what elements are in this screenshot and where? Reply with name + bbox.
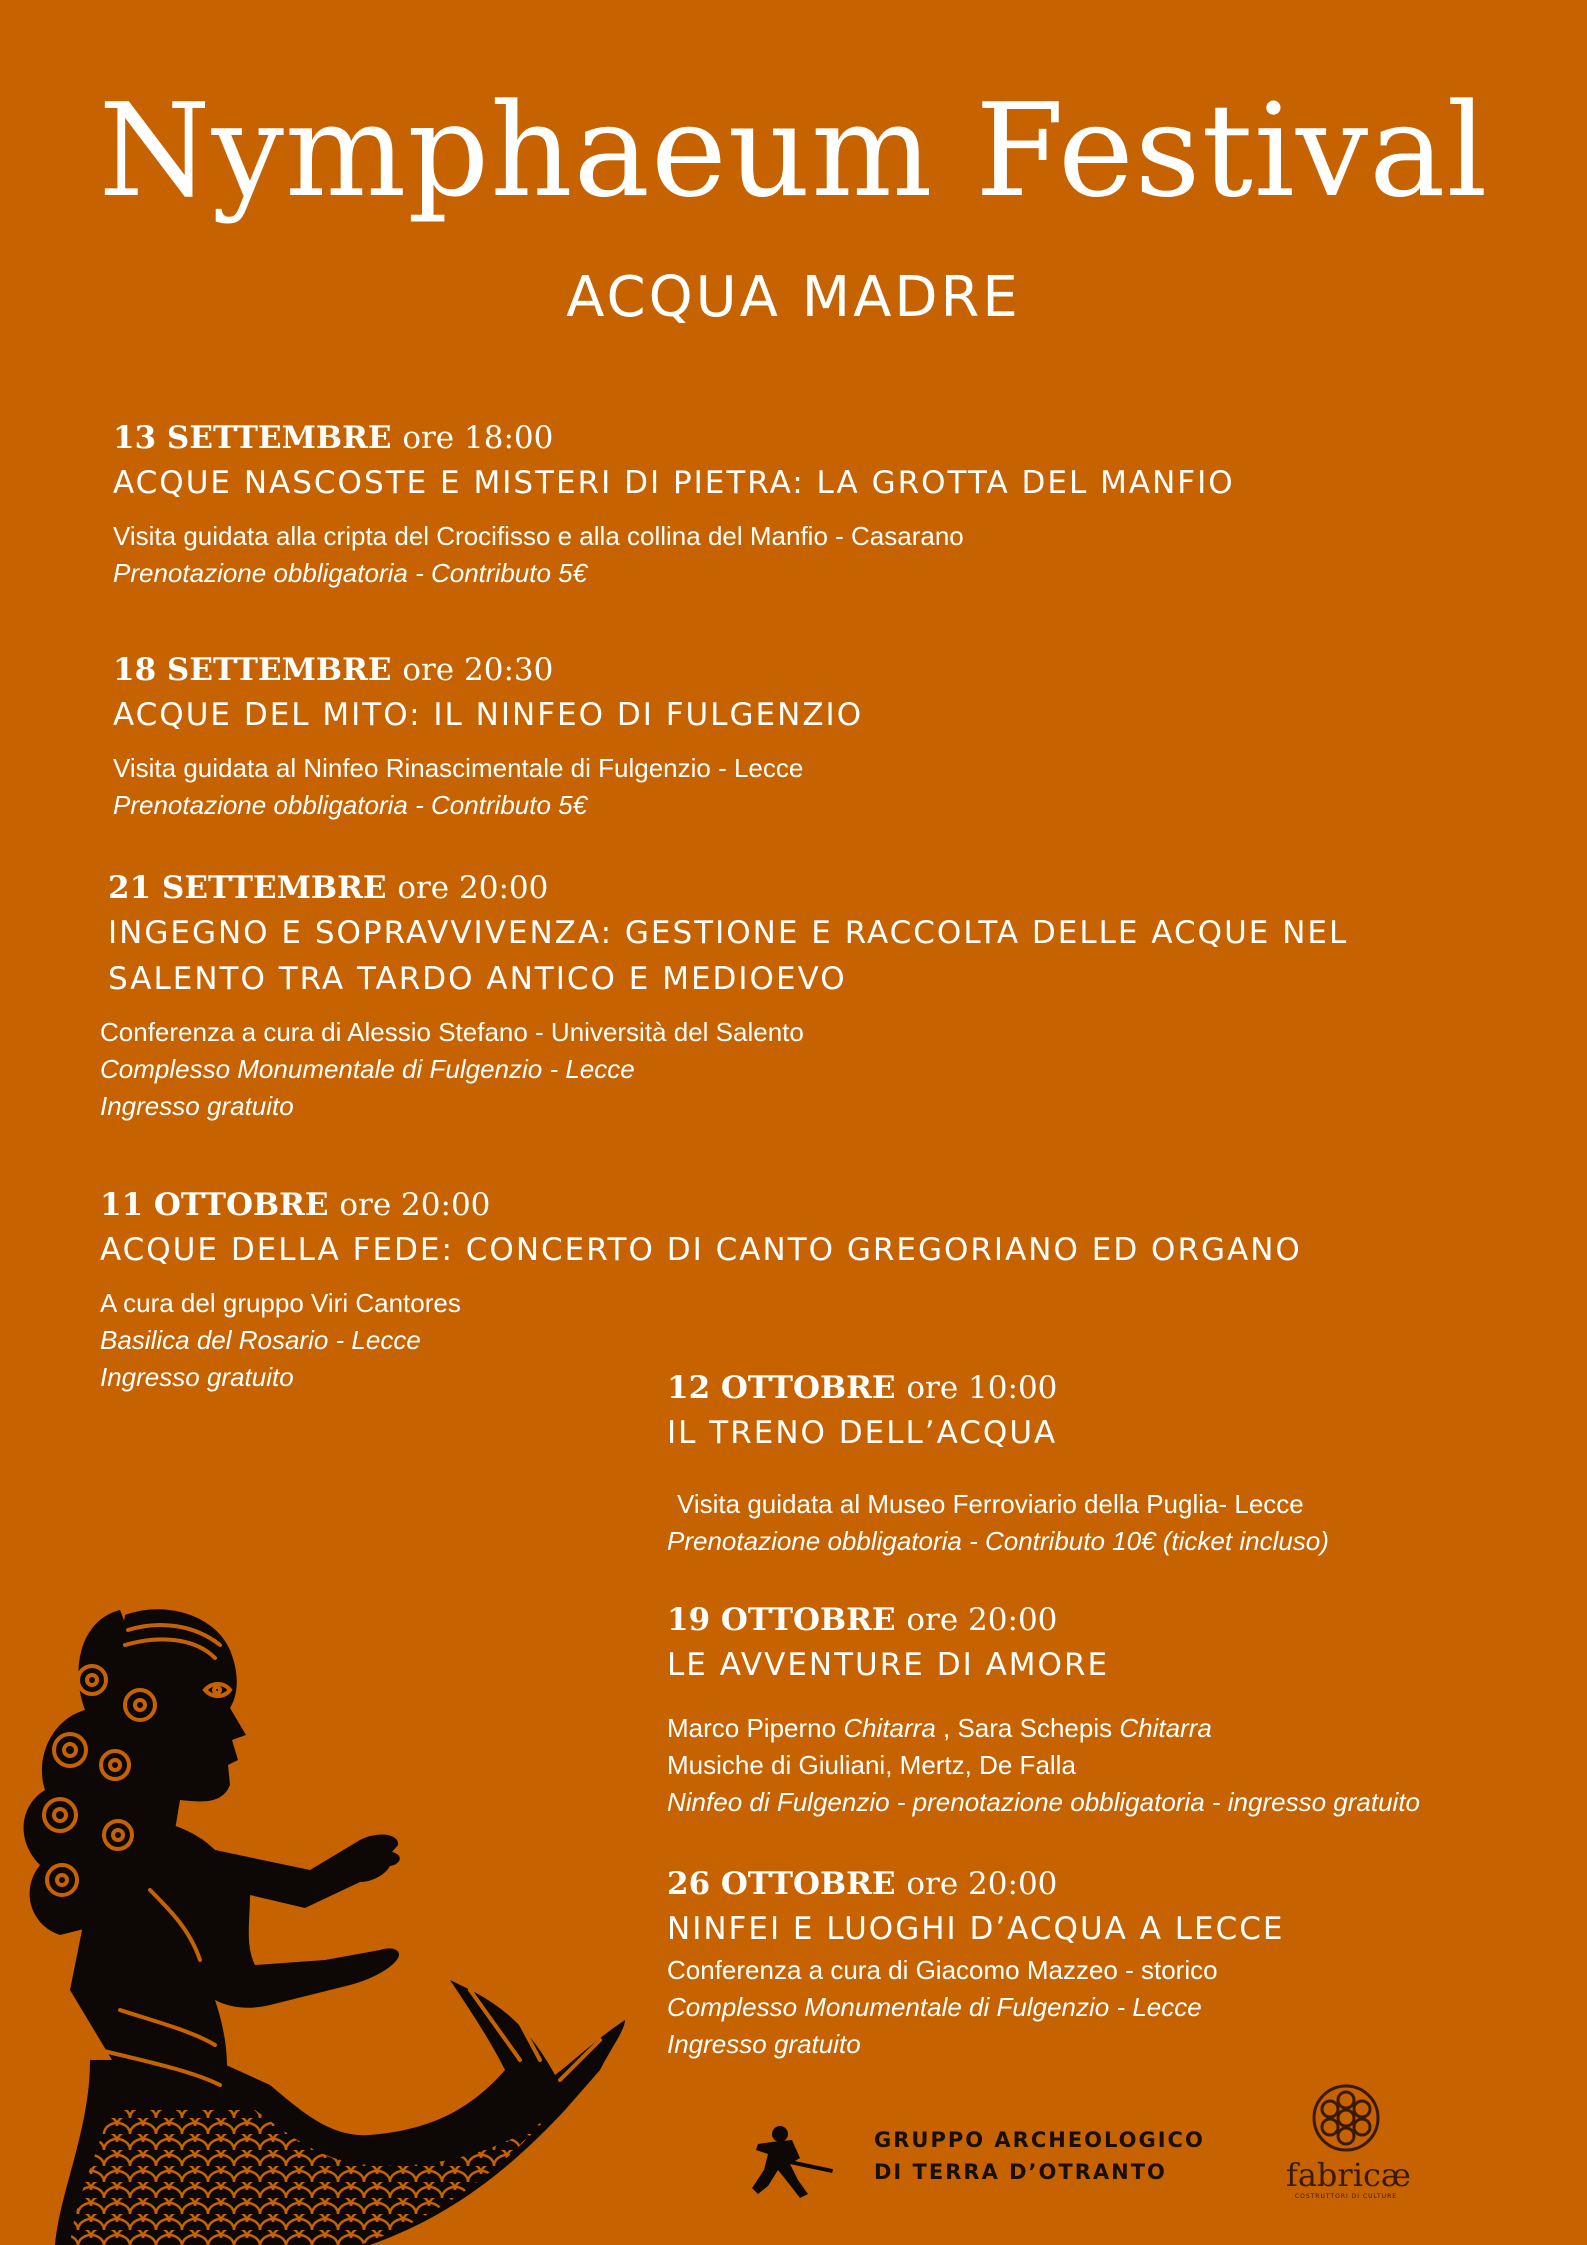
performer-name: Marco Piperno (667, 1713, 837, 1743)
event-booking: Prenotazione obbligatoria - Contributo 5€ (113, 558, 588, 588)
event-time: ore 20:00 (397, 870, 549, 906)
performer-instrument: Chitarra (843, 1713, 936, 1743)
performer-name: Sara Schepis (957, 1713, 1113, 1743)
performer-instrument: Chitarra (1119, 1713, 1212, 1743)
event-time: ore 20:30 (402, 652, 554, 688)
event-title: LE AVVENTURE DI AMORE (667, 1647, 1110, 1683)
performer-separator: , (935, 1713, 958, 1743)
event-date: 19 OTTOBRE (667, 1602, 896, 1638)
organization-line-2: DI TERRA D’OTRANTO (874, 2160, 1167, 2184)
event-19-ottobre (667, 1598, 1420, 1821)
event-26-ottobre (667, 1862, 1285, 2063)
event-datetime (667, 1862, 1285, 1906)
event-entry: Ingresso gratuito (667, 2029, 861, 2059)
partner-name: fabricæ (1286, 2156, 1411, 2194)
event-date: 13 SETTEMBRE (113, 420, 392, 456)
event-title: ACQUE NASCOSTE E MISTERI DI PIETRA: LA GROTTA DEL MANFIO (113, 465, 1235, 501)
event-datetime (108, 866, 1348, 910)
event-date: 21 SETTEMBRE (108, 870, 387, 906)
event-title: ACQUE DELLA FEDE: CONCERTO DI CANTO GREGORIANO ED ORGANO (100, 1232, 1302, 1268)
event-time: ore 18:00 (402, 420, 554, 456)
event-title-line-2: SALENTO TRA TARDO ANTICO E MEDIOEVO (108, 961, 847, 997)
event-18-settembre (113, 648, 863, 824)
partner-logo (1286, 2083, 1411, 2200)
event-title: NINFEI E LUOGHI D’ACQUA A LECCE (667, 1911, 1285, 1947)
mermaid-illustration (0, 1590, 640, 2245)
event-description: Visita guidata al Museo Ferroviario della Puglia- Lecce (677, 1489, 1304, 1519)
event-time: ore 20:00 (339, 1187, 491, 1223)
event-venue: Ninfeo di Fulgenzio - prenotazione obbligatoria - ingresso gratuito (667, 1787, 1420, 1817)
event-venue: Complesso Monumentale di Fulgenzio - Lecce (100, 1054, 635, 1084)
event-datetime (100, 1183, 1302, 1227)
event-date: 12 OTTOBRE (667, 1370, 896, 1406)
event-booking: Prenotazione obbligatoria - Contributo 10€ (ticket incluso) (667, 1526, 1329, 1556)
event-entry: Ingresso gratuito (100, 1091, 294, 1121)
event-booking: Prenotazione obbligatoria - Contributo 5€ (113, 790, 588, 820)
event-datetime (667, 1366, 1329, 1410)
event-program: Musiche di Giuliani, Mertz, De Falla (667, 1750, 1076, 1780)
event-performers (667, 1710, 1420, 1747)
event-12-ottobre (667, 1366, 1329, 1560)
event-time: ore 20:00 (906, 1602, 1058, 1638)
event-title-line-1: INGEGNO E SOPRAVVIVENZA: GESTIONE E RACCOLTA DELLE ACQUE NEL (108, 915, 1349, 951)
event-title: IL TRENO DELL’ACQUA (667, 1415, 1058, 1451)
event-datetime (113, 416, 1235, 460)
event-21-settembre (100, 866, 1349, 1125)
event-title: ACQUE DEL MITO: IL NINFEO DI FULGENZIO (113, 697, 864, 733)
organization-line-1: GRUPPO ARCHEOLOGICO (874, 2128, 1205, 2152)
event-description: Conferenza a cura di Alessio Stefano - Università del Salento (100, 1017, 804, 1047)
event-description: A cura del gruppo Viri Cantores (100, 1288, 461, 1318)
event-description: Conferenza a cura di Giacomo Mazzeo - storico (667, 1955, 1218, 1985)
event-venue: Basilica del Rosario - Lecce (100, 1325, 421, 1355)
festival-subtitle: ACQUA MADRE (566, 265, 1021, 330)
event-time: ore 10:00 (906, 1370, 1058, 1406)
event-13-settembre (113, 416, 1235, 592)
event-date: 11 OTTOBRE (100, 1187, 329, 1223)
event-description: Visita guidata al Ninfeo Rinascimentale di Fulgenzio - Lecce (113, 753, 804, 783)
festival-title: Nymphaeum Festival (98, 77, 1489, 226)
event-date: 18 SETTEMBRE (113, 652, 392, 688)
organization-name (874, 2124, 1205, 2188)
event-date: 26 OTTOBRE (667, 1866, 896, 1902)
event-entry: Ingresso gratuito (100, 1362, 294, 1392)
partner-tagline: COSTRUTTORI DI CULTURE (1294, 2193, 1398, 2200)
event-datetime (113, 648, 863, 692)
event-11-ottobre (100, 1183, 1302, 1396)
event-time: ore 20:00 (906, 1866, 1058, 1902)
archaeologist-logo-icon (750, 2120, 836, 2202)
event-datetime (667, 1598, 1420, 1642)
rose-window-logo-icon (1311, 2083, 1381, 2153)
event-description: Visita guidata alla cripta del Crocifisso e alla collina del Manfio - Casarano (113, 521, 964, 551)
event-venue: Complesso Monumentale di Fulgenzio - Lecce (667, 1992, 1202, 2022)
